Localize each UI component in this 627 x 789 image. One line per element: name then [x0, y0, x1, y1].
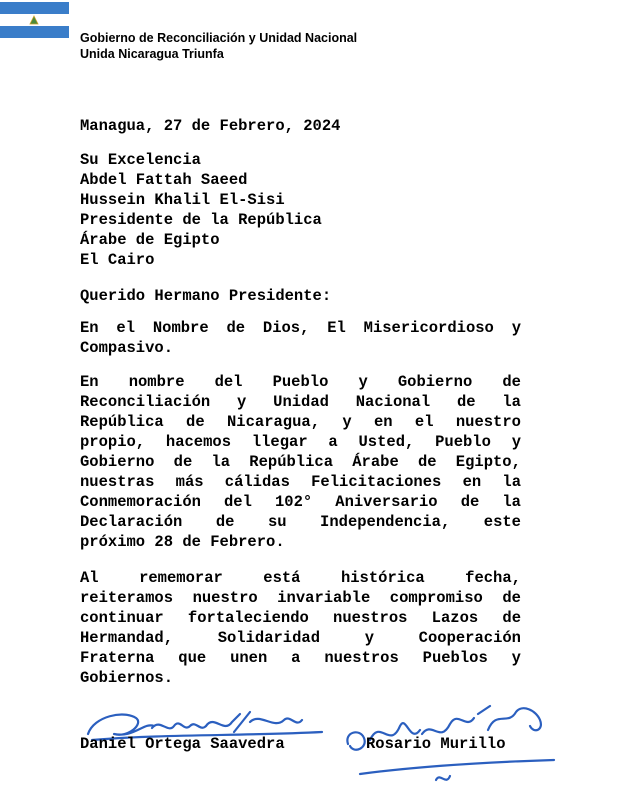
date-line: Managua, 27 de Febrero, 2024	[80, 117, 341, 135]
paragraph-word: nuestros	[324, 649, 399, 667]
recipient-line: Hussein Khalil El-Sisi	[80, 191, 285, 209]
recipient-line: Árabe de Egipto	[80, 231, 220, 249]
paragraph-word: del	[224, 493, 252, 511]
letterhead-line-1: Gobierno de Reconciliación y Unidad Nacional	[80, 31, 358, 45]
paragraph-word: Al	[80, 569, 99, 587]
paragraph-word: República	[80, 413, 164, 431]
paragraph-word: la	[502, 493, 521, 511]
paragraph-word: Nacional	[355, 393, 431, 411]
flag-emblem-icon	[29, 15, 39, 25]
paragraph-word: y	[358, 373, 368, 391]
paragraph-word: propio,	[80, 433, 146, 451]
paragraph-word: Pueblo	[272, 373, 329, 391]
paragraph-word: reiteramos	[80, 589, 174, 607]
paragraph-word: hacemos	[165, 433, 232, 451]
signatory-left: Daniel Ortega Saavedra	[80, 735, 285, 753]
paragraph-word: fecha,	[465, 569, 521, 587]
paragraph-line	[80, 392, 521, 412]
paragraph-line	[80, 532, 521, 552]
paragraph-line	[80, 608, 521, 628]
paragraph-word: y	[511, 433, 521, 451]
letterhead-line-2: Unida Nicaragua Triunfa	[80, 47, 224, 61]
paragraph-word: el	[116, 319, 136, 337]
paragraph-word: llegar	[251, 433, 308, 451]
paragraph-word: 102°	[274, 493, 313, 511]
paragraph-word: y	[511, 319, 521, 337]
paragraph-word: nuestras	[80, 473, 155, 491]
paragraph-word: que	[178, 649, 207, 667]
paragraph-word: Compasivo.	[80, 339, 174, 357]
paragraph-line	[80, 588, 521, 608]
recipient-line: El Cairo	[80, 251, 155, 269]
paragraph-word: Hermandad,	[80, 629, 174, 647]
letterhead	[80, 30, 357, 62]
paragraph-word: Unidad	[273, 393, 329, 411]
paragraph-word: histórica	[340, 569, 425, 587]
body-paragraph-2	[80, 568, 521, 688]
salutation: Querido Hermano Presidente:	[80, 287, 332, 305]
paragraph-line	[80, 568, 521, 588]
paragraph-word: Nombre	[152, 319, 209, 337]
paragraph-word: Dios,	[262, 319, 310, 337]
paragraph-word: invariable	[277, 589, 371, 607]
body-paragraph-1	[80, 372, 521, 552]
flag-top-band	[0, 2, 69, 14]
paragraph-word: Gobierno	[397, 373, 473, 391]
paragraph-word: este	[483, 513, 521, 531]
paragraph-word: está	[263, 569, 301, 587]
recipient-line: Presidente de la República	[80, 211, 322, 229]
paragraph-word: a	[291, 649, 301, 667]
paragraph-word: de	[502, 373, 521, 391]
paragraph-word: y	[237, 393, 247, 411]
paragraph-line	[80, 318, 521, 338]
paragraph-word: Gobierno	[80, 453, 155, 471]
paragraph-line	[80, 452, 521, 472]
paragraph-word: de	[417, 453, 437, 471]
nicaragua-flag-logo	[0, 2, 69, 38]
paragraph-line	[80, 628, 521, 648]
paragraph-word: de	[460, 493, 480, 511]
paragraph-word: más	[175, 473, 204, 491]
paragraph-word: Aniversario	[335, 493, 438, 511]
paragraph-word: Gobiernos.	[80, 669, 174, 687]
paragraph-word: de	[215, 513, 235, 531]
paragraph-word: Lazos	[431, 609, 479, 627]
paragraph-word: Solidaridad	[217, 629, 321, 647]
paragraph-word: Misericordioso	[363, 319, 494, 337]
paragraph-word: Felicitaciones	[311, 473, 442, 491]
paragraph-word: continuar	[80, 609, 164, 627]
invocation-paragraph	[80, 318, 521, 358]
paragraph-line	[80, 338, 521, 358]
paragraph-word: Pueblo	[435, 433, 491, 451]
paragraph-word: Árabe	[352, 453, 399, 471]
paragraph-word: El	[327, 319, 346, 337]
paragraph-word: del	[214, 373, 243, 391]
paragraph-word: nombre	[128, 373, 185, 391]
paragraph-word: nuestro	[192, 589, 258, 607]
paragraph-word: Egipto,	[455, 453, 521, 471]
paragraph-line	[80, 472, 521, 492]
paragraph-word: de	[502, 589, 521, 607]
paragraph-word: la	[502, 393, 521, 411]
paragraph-word: Usted,	[358, 433, 415, 451]
paragraph-word: Conmemoración	[80, 493, 201, 511]
paragraph-word: a	[328, 433, 338, 451]
recipient-block	[80, 150, 521, 270]
paragraph-line	[80, 372, 521, 392]
paragraph-word: de	[226, 319, 246, 337]
paragraph-word: compromiso	[389, 589, 483, 607]
paragraph-word: unen	[230, 649, 268, 667]
paragraph-word: y	[364, 629, 374, 647]
paragraph-word: de	[456, 393, 476, 411]
paragraph-word: fortaleciendo	[187, 609, 309, 627]
recipient-line: Su Excelencia	[80, 151, 201, 169]
paragraph-word: Fraterna	[80, 649, 155, 667]
paragraph-word: En	[80, 373, 99, 391]
signatory-right: Rosario Murillo	[366, 735, 506, 753]
recipient-line: Abdel Fattah Saeed	[80, 171, 248, 189]
paragraph-word: En	[80, 319, 99, 337]
paragraph-word: nuestro	[455, 413, 521, 431]
paragraph-line	[80, 668, 521, 688]
paragraph-line	[80, 412, 521, 432]
paragraph-word: nuestros	[333, 609, 408, 627]
paragraph-line	[80, 648, 521, 668]
paragraph-line	[80, 432, 521, 452]
paragraph-word: Independencia,	[320, 513, 451, 531]
paragraph-line	[80, 492, 521, 512]
paragraph-word: y	[342, 413, 352, 431]
paragraph-word: el	[414, 413, 434, 431]
flag-bottom-band	[0, 26, 69, 38]
paragraph-word: de	[173, 453, 193, 471]
paragraph-word: Declaración	[80, 513, 183, 531]
paragraph-word: rememorar	[139, 569, 223, 587]
paragraph-word: República	[249, 453, 334, 471]
paragraph-word: y	[511, 649, 521, 667]
paragraph-word: la	[211, 453, 231, 471]
paragraph-word: cálidas	[224, 473, 290, 491]
paragraph-word: Cooperación	[418, 629, 521, 647]
paragraph-word: de	[502, 609, 521, 627]
paragraph-word: Pueblos	[422, 649, 488, 667]
paragraph-word: Reconciliación	[80, 393, 211, 411]
paragraph-word: Nicaragua,	[226, 413, 320, 431]
paragraph-word: de	[186, 413, 205, 431]
paragraph-word: en	[373, 413, 393, 431]
paragraph-line	[80, 512, 521, 532]
paragraph-word: la	[502, 473, 521, 491]
paragraph-word: próximo 28 de Febrero.	[80, 533, 285, 551]
paragraph-word: su	[267, 513, 287, 531]
paragraph-word: en	[462, 473, 482, 491]
